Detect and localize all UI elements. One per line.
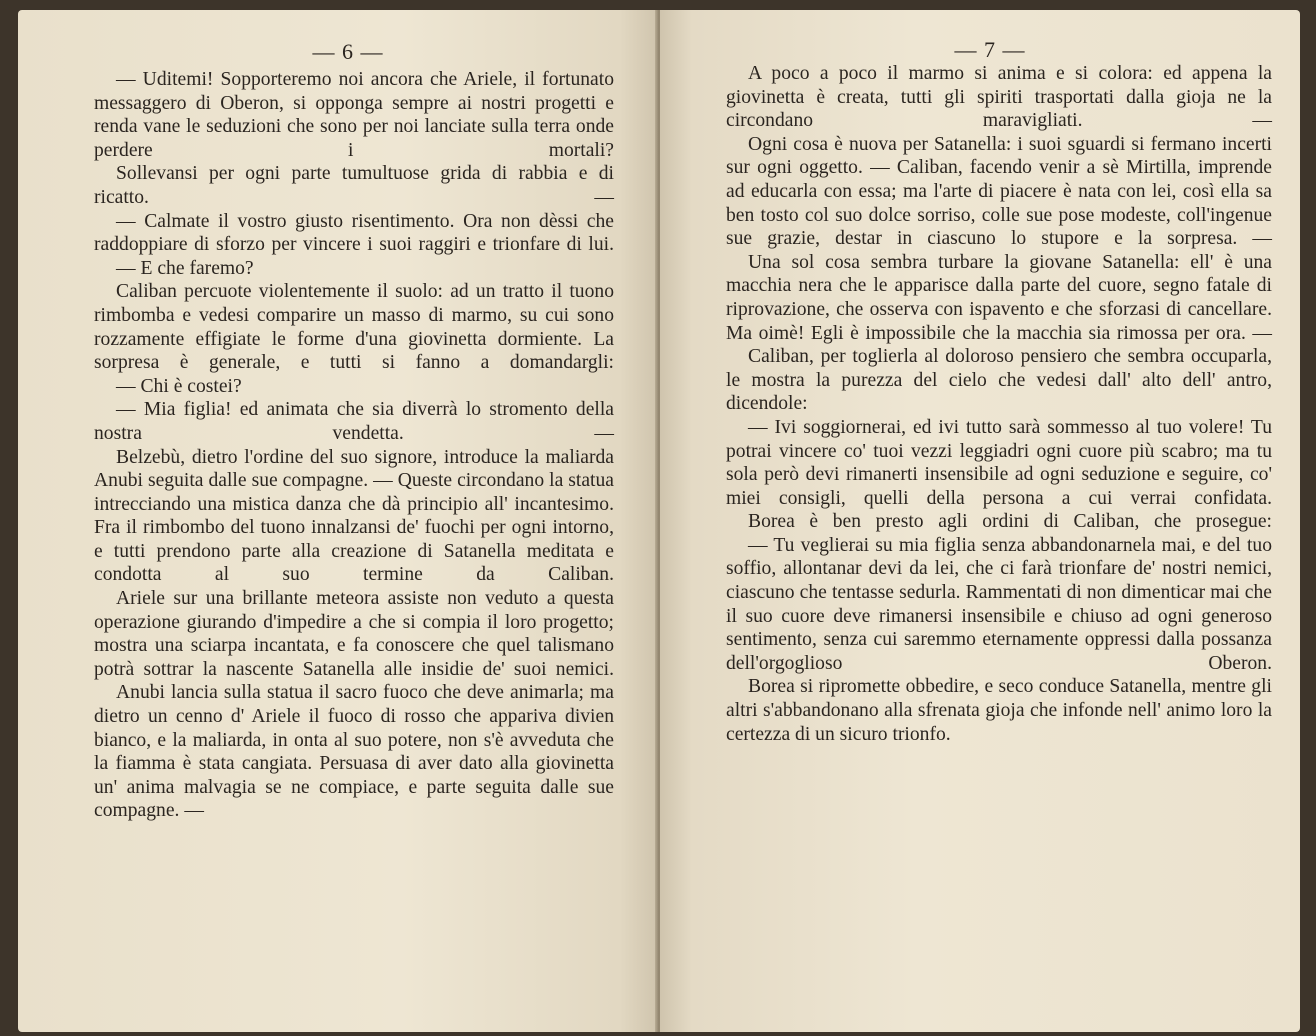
paragraph: Ariele sur una brillante meteora assiste non veduto a questa operazione giurando d'impedire a che si compia il loro progetto; mostra una sciarpa incantata, e fa conoscere che quel talismano potrà sottrar la nascente Satanella alle insidie de' suoi nemici. [94,588,614,680]
paragraph: — Chi è costei? [116,375,242,397]
paragraph: Ogni cosa è nuova per Satanella: i suoi sguardi si fermano incerti sur ogni oggetto. — Caliban, facendo venir a sè Mirtilla, imprende ad educarla con essa; ma l'arte di piacere è nata con lei, così ella sa ben tosto col suo dolce sorriso, colle sue pose modeste, coll'ingenue sue grazie, destar in ciascuno lo stupore e la sorpresa. — [726,133,1272,250]
paragraph: A poco a poco il marmo si anima e si colora: ed appena la giovinetta è creata, tutti gli spiriti trasportati dalla gioja ne la circondano maravigliati. — [726,63,1272,132]
paragraph: Anubi lancia sulla statua il sacro fuoco che deve animarla; ma dietro un cenno d' Ariele il fuoco di rosso che appariva divien bianco, e la maliarda, in onta al suo potere, non s'è avveduta che la fiamma è stata cangiata. Persuasa di aver dato alla giovinetta un' anima malvagia se ne compiace, e parte seguita dalle sue compagne. — [94,682,614,822]
paragraph: — Mia figlia! ed animata che sia diverrà lo stromento della nostra vendetta. — [94,399,614,444]
right-page-text [726,62,1272,746]
paragraph: Caliban, per toglierla al doloroso pensiero che sembra occuparla, le mostra la purezza del cielo che vedesi dall' alto dell' antro, dicendole: [726,346,1272,415]
paragraph: — Ivi soggiornerai, ed ivi tutto sarà sommesso al tuo volere! Tu potrai vincere co' tuoi vezzi leggiadri ogni cuore più scabro; ma tu sola però devi rimanerti insensibile ad ogni seduzione e seguire, co' miei consigli, quelli della persona a cui verrai confidata. [726,416,1272,509]
paragraph: Sollevansi per ogni parte tumultuose grida di rabbia e di ricatto. — [94,163,614,208]
paragraph: Una sol cosa sembra turbare la giovane Satanella: ell' è una macchia nera che le apparisce dalla parte del cuore, segno fatale di riprovazione, che osserva con ispavento e che sforzasi di cancellare. Ma oimè! Egli è impossibile che la macchia sia rimossa per ora. — [726,251,1272,344]
paragraph: Borea è ben presto agli ordini di Caliban, che prosegue: [748,511,1272,533]
paragraph: — Tu veglierai su mia figlia senza abbandonarnela mai, e del tuo soffio, allontanar devi da lei, che ci farà trionfare de' nostri nemici, ciascuno che tentasse sedurla. Rammentati di non dimenticar mai che il suo cuore deve rimanersi insensibile e chiuso ad ogni generoso sentimento, senza cui saremmo eternamente oppressi dalla possanza dell'orgoglioso Oberon. [726,534,1272,674]
paragraph: — Uditemi! Sopporteremo noi ancora che Ariele, il fortunato messaggero di Oberon, si opponga sempre ai nostri progetti e renda vane le seduzioni che sono per noi lanciate sulla terra onde perdere i mortali? [94,69,614,161]
paragraph: Borea si ripromette obbedire, e seco conduce Satanella, mentre gli altri s'abbandonano alla sfrenata gioja che infonde nell' animo loro la certezza di un sicuro trionfo. [726,676,1272,745]
paragraph: Caliban percuote violentemente il suolo: ad un tratto il tuono rimbomba e vedesi comparire un masso di marmo, su cui sono rozzamente effigiate le forme d'una giovinetta dormiente. La sorpresa è generale, e tutti si fanno a domandargli: [94,281,614,374]
paragraph: — E che faremo? [116,257,254,279]
right-page-number: — 7 — [954,37,1026,62]
right-page [660,10,1300,1032]
left-page-text [94,68,614,823]
paragraph: Belzebù, dietro l'ordine del suo signore, introduce la maliarda Anubi seguita dalle sue compagne. — Queste circondano la statua intrecciando una mistica danza che dà principio all' incantesimo. Fra il rimbombo del tuono innalzansi de' fuochi per ogni intorno, e tutti prendono parte alla creazione di Satanella meditata e condotta al suo termine da Caliban. [94,446,614,586]
paragraph: — Calmate il vostro giusto risentimento. Ora non dèssi che raddoppiare di sforzo per vincere i suoi raggiri e trionfare di lui. [94,210,614,256]
left-page [18,10,658,1032]
left-page-number: — 6 — [312,39,384,64]
